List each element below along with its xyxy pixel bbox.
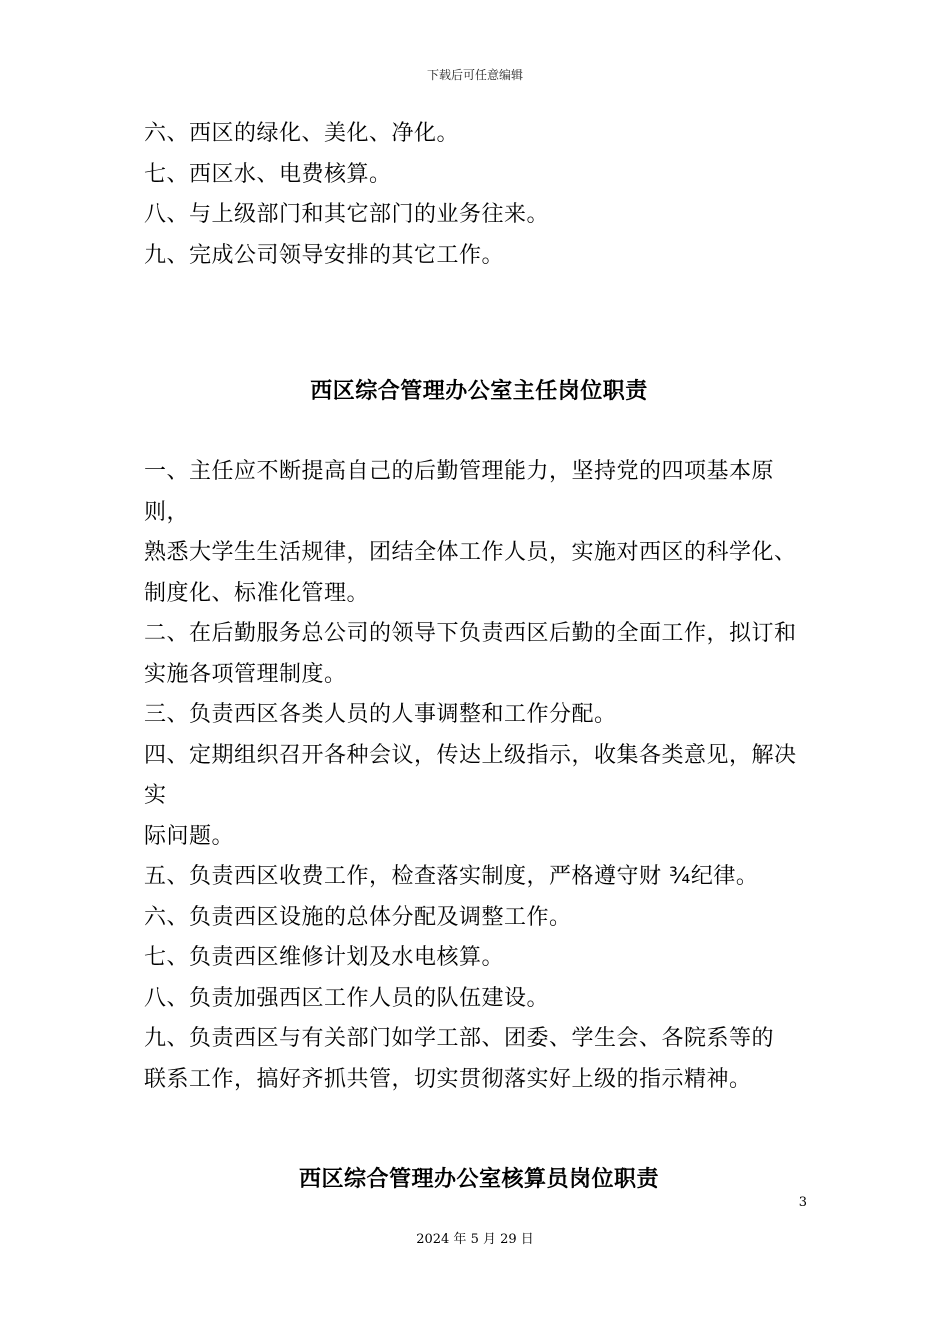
duty-line: 熟悉大学生生活规律，团结全体工作人员，实施对西区的科学化、 [144,540,797,565]
duty-line: 联系工作，搞好齐抓共管，切实贯彻落实好上级的指示精神。 [144,1066,752,1092]
list-item: 六、西区的绿化、美化、净化。 [144,121,460,146]
duty-line: 五、负责西区收费工作，检查落实制度，严格遵守财 ¾纪律。 [144,864,759,889]
duty-line: 四、定期组织召开各种会议，传达上级指示，收集各类意见，解决实 [144,742,797,808]
duty-line: 际问题。 [144,823,235,849]
duty-line: 二、在后勤服务总公司的领导下负责西区后勤的全面工作，拟订和 [144,621,797,646]
section-title-director: 西区综合管理办公室主任岗位职责 [310,379,648,404]
list-item: 九、完成公司领导安排的其它工作。 [144,242,505,268]
footer-date: 2024 年 5 月 29 日 [416,1232,534,1247]
duty-line: 三、负责西区各类人员的人事调整和工作分配。 [144,702,617,727]
header-note: 下载后可任意编辑 [426,68,523,82]
section-title-accountant: 西区综合管理办公室核算员岗位职责 [298,1167,659,1192]
list-item: 八、与上级部门和其它部门的业务往来。 [144,202,550,227]
page-number: 3 [798,1195,807,1210]
intro-list [144,114,814,276]
list-item: 七、西区水、电费核算。 [144,161,392,187]
duty-line: 九、负责西区与有关部门如学工部、团委、学生会、各院系等的 [144,1026,775,1051]
duty-line: 六、负责西区设施的总体分配及调整工作。 [144,904,572,930]
duty-line: 一、主任应不断提高自己的后勤管理能力，坚持党的四项基本原则， [144,459,775,525]
document-body [144,114,814,1200]
duty-line: 制度化、标准化管理。 [144,580,370,606]
duty-line: 实施各项管理制度。 [144,661,347,687]
duty-line: 七、负责西区维修计划及水电核算。 [144,945,505,970]
duty-line: 八、负责加强西区工作人员的队伍建设。 [144,985,550,1011]
director-duties [144,452,814,1100]
